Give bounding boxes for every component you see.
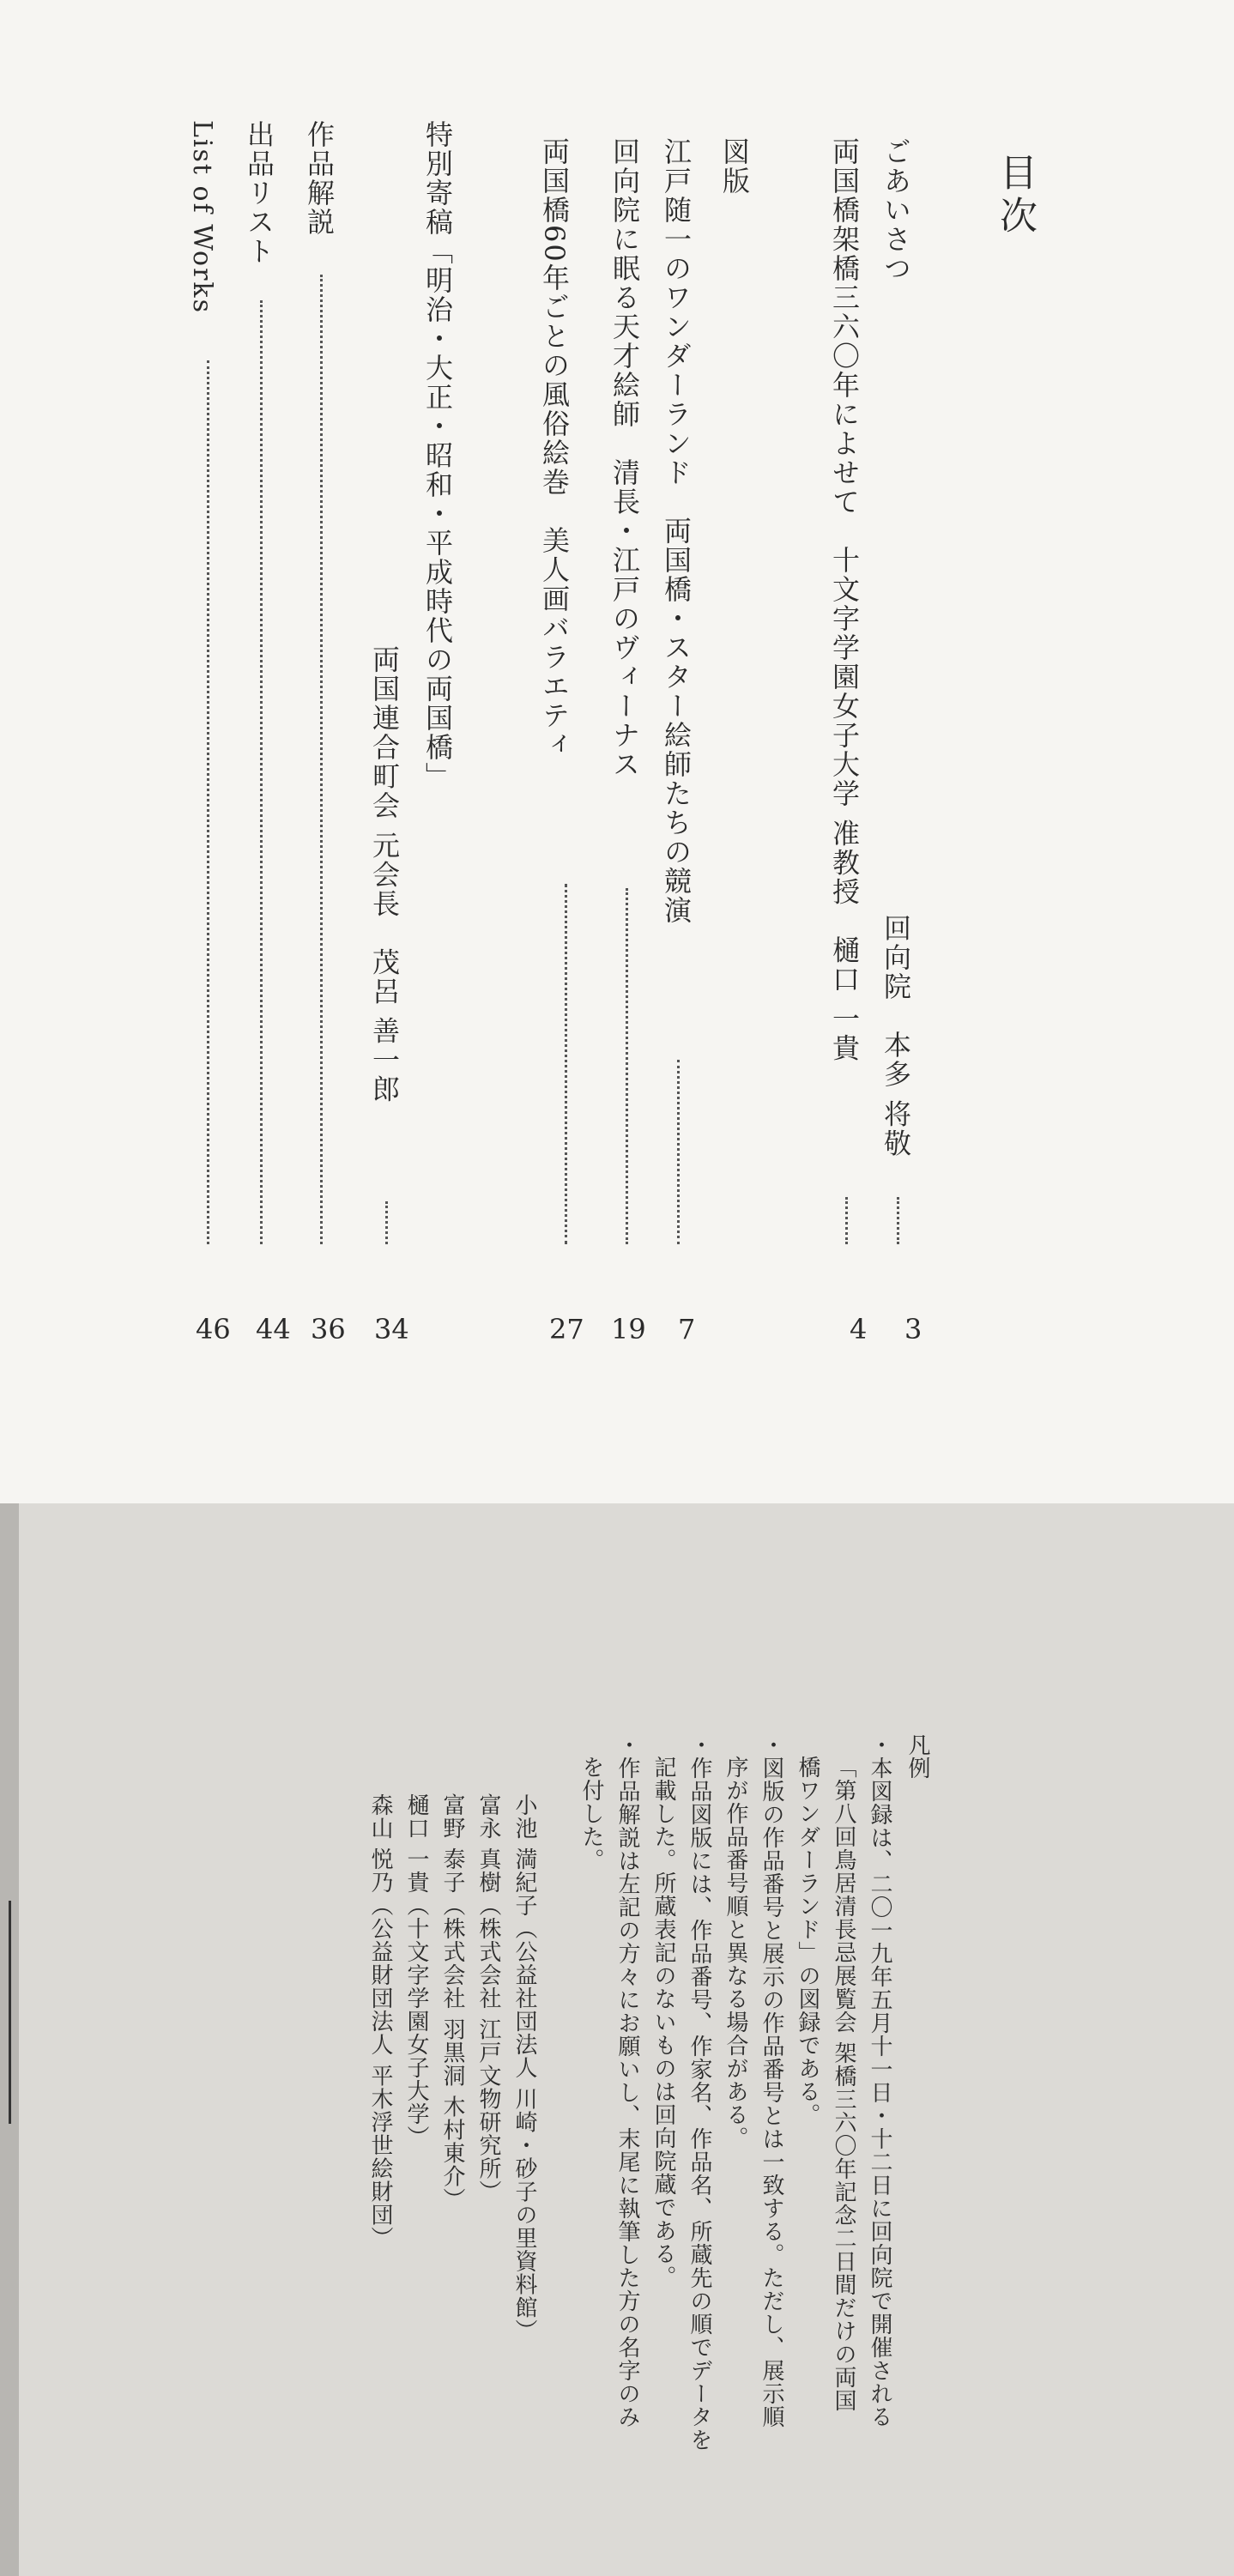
toc-entry-essay: 両国橋架橋三六〇年によせて 十文字学園女子大学 准教授 樋口 一貴 [828,137,861,1063]
notes-author: 小池 満紀子（公益社団法人 川崎・砂子の里資料館） [511,1793,537,2343]
notes-author: 森山 悦乃（公益財団法人 平木浮世絵財団） [367,1793,393,2250]
notes-line: ・作品解説は左記の方々にお願いし、末尾に執筆した方の名字のみ [614,1733,640,2428]
toc-leader-dots [207,360,209,1244]
notes-line: ・図版の作品番号と展示の作品番号とは一致する。ただし、展示順 [759,1733,784,2428]
toc-entry-list-of-works: List of Works [187,120,217,314]
toc-leader-dots [260,300,263,1244]
toc-leader-dots [897,1197,899,1244]
print-imprint [19,1901,30,1904]
toc-page-number: 44 [256,1313,291,1345]
notes-line: 「第八回鳥居清長忌展覧会 架橋三六〇年記念二日間だけの両国 [831,1756,856,2413]
toc-entry-plates-2: 回向院に眠る天才絵師 清長・江戸のヴィーナス [608,137,641,779]
toc-page-number: 27 [549,1313,584,1345]
notes-author: 樋口 一貴（十文字学園女子大学） [403,1793,429,2150]
notes-title: 凡例 [904,1733,930,1780]
notes-line: ・作品図版には、作品番号、作家名、作品名、所蔵先の順でデータを [687,1733,712,2452]
toc-entry-special: 特別寄稿「明治・大正・昭和・平成時代の両国橋」 [421,120,454,791]
toc-entry-plates-1: 江戸随一のワンダーランド 両国橋・スター絵師たちの競演 [660,137,693,925]
toc-entry-greeting: ごあいさつ [880,137,912,283]
toc-page-number: 7 [678,1313,696,1345]
toc-page-number: 3 [904,1313,922,1345]
toc-title: 目次 [993,153,1037,239]
toc-entry-special-author: 両国連合町会 元会長 茂呂 善一郎 [368,645,401,1104]
toc-leader-dots [845,1197,848,1244]
toc-section-plates: 図版 [718,137,751,196]
toc-leader-dots [677,1060,680,1244]
toc-entry-greeting-author: 回向院 本多 将敬 [880,914,912,1158]
spine-mark [9,1901,11,2124]
toc-leader-dots [385,1201,388,1244]
notes-author: 富永 真樹（株式会社 江戸文物研究所） [475,1793,501,2204]
toc-entry-commentary: 作品解説 [303,120,336,237]
toc-entry-plates-3: 両国橋60年ごとの風俗絵巻 美人画バラエティ [538,137,571,759]
notes-line: 橋ワンダーランド」の図録である。 [795,1756,820,2126]
toc-page-number: 34 [374,1313,409,1345]
toc-entry-exhibit-list: 出品リスト [243,120,275,266]
toc-page-number: 36 [311,1313,346,1345]
notes-line: を付した。 [578,1756,604,1872]
toc-leader-dots [626,888,628,1244]
notes-line: 記載した。所蔵表記のないものは回向院蔵である。 [650,1756,676,2289]
toc-page-number: 4 [850,1313,868,1345]
toc-leader-dots [320,275,323,1244]
toc-leader-dots [565,884,567,1244]
notes-line: ・本図録は、二〇一九年五月十一日・十二日に回向院で開催される [867,1733,892,2428]
notes-author: 富野 泰子（株式会社 羽黒洞 木村東介） [439,1793,465,2211]
toc-page-number: 19 [611,1313,646,1345]
notes-line: 序が作品番号順と異なる場合がある。 [723,1756,748,2150]
toc-page-number: 46 [196,1313,231,1345]
